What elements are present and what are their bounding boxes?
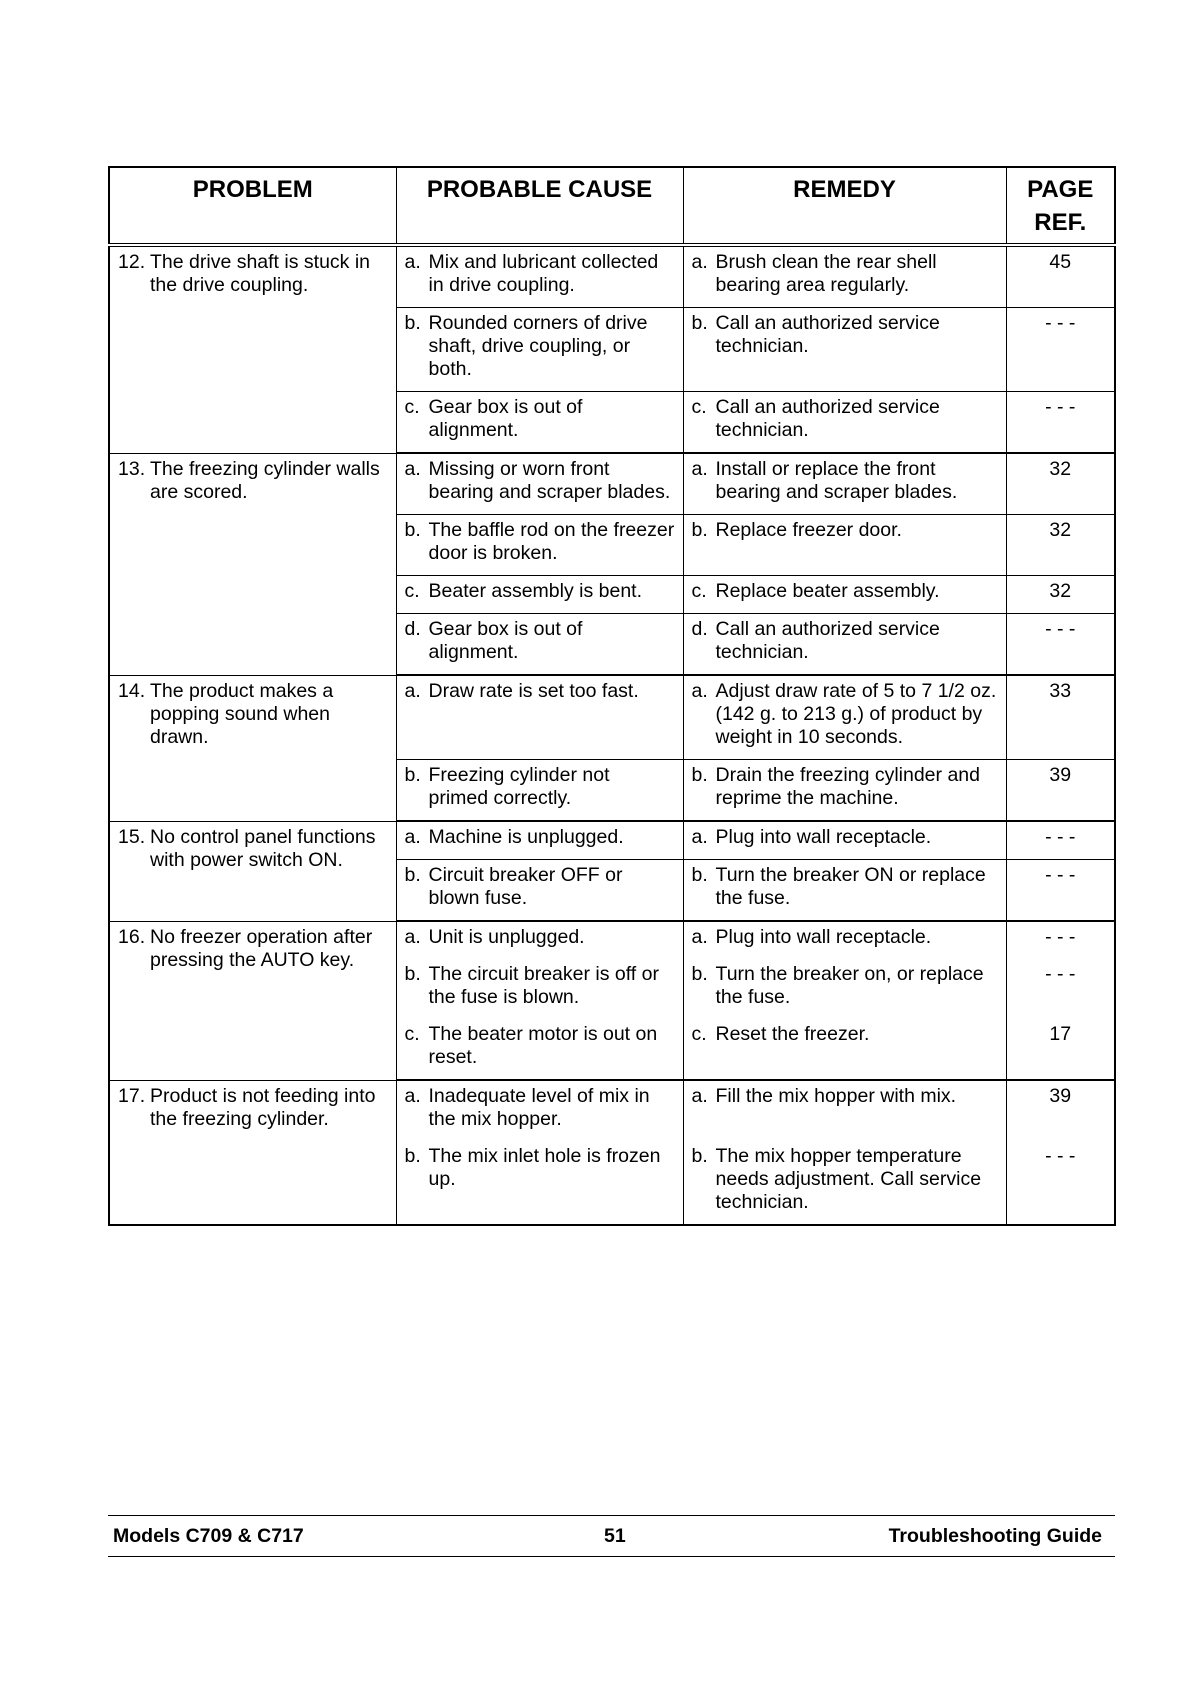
page-ref-cell: - - -	[1006, 614, 1115, 676]
remedy-item-text: Replace freezer door.	[715, 519, 902, 541]
problem-cell	[109, 245, 396, 453]
problem-cell	[109, 675, 396, 821]
remedy-item-text: Call an authorized service technician.	[715, 312, 940, 357]
cause-cell	[396, 860, 683, 922]
remedy-cell	[683, 1141, 1006, 1225]
remedy-item	[692, 1023, 998, 1046]
cause-item	[405, 396, 675, 442]
remedy-item-text: Fill the mix hopper with mix.	[715, 1085, 957, 1107]
remedy-item	[692, 826, 998, 849]
table-row	[109, 245, 1115, 308]
remedy-item-text: Call an authorized service technician.	[715, 618, 940, 663]
page-ref-cell: 45	[1006, 245, 1115, 308]
cause-item	[405, 519, 675, 565]
problem-item-text: No freezer operation after pressing the AUTO key.	[150, 925, 373, 971]
remedy-item-text: Reset the freezer.	[715, 1023, 870, 1045]
problem-item-label: 17.	[118, 1084, 146, 1107]
table-body	[109, 245, 1115, 1225]
page-ref-cell: 39	[1006, 1080, 1115, 1141]
page-footer	[108, 1515, 1115, 1557]
header-probable-cause: PROBABLE CAUSE	[396, 167, 683, 245]
remedy-item-label: a.	[691, 1085, 708, 1107]
remedy-item-label: a.	[691, 458, 708, 480]
remedy-item-label: b.	[691, 963, 708, 985]
problem-item	[118, 458, 388, 504]
cause-cell	[396, 576, 683, 614]
cause-item-label: c.	[404, 396, 420, 418]
page-ref-cell: - - -	[1006, 1141, 1115, 1225]
remedy-item-label: b.	[691, 519, 708, 541]
cause-item-text: Inadequate level of mix in the mix hopper.	[428, 1085, 650, 1130]
remedy-item	[692, 519, 998, 542]
cause-cell	[396, 245, 683, 308]
table-row	[109, 921, 1115, 959]
remedy-item-label: a.	[691, 251, 708, 273]
cause-cell	[396, 1141, 683, 1225]
remedy-item	[692, 764, 998, 810]
cause-item-label: c.	[404, 1023, 420, 1045]
problem-item	[118, 251, 388, 297]
problem-item-label: 14.	[118, 679, 146, 702]
cause-cell	[396, 921, 683, 959]
cause-item-label: b.	[404, 963, 421, 985]
remedy-cell	[683, 515, 1006, 576]
cause-item-text: The beater motor is out on reset.	[428, 1023, 658, 1068]
problem-item-label: 16.	[118, 925, 146, 948]
remedy-item-label: a.	[691, 826, 708, 848]
remedy-cell	[683, 959, 1006, 1019]
cause-item-text: Freezing cylinder not primed correctly.	[428, 764, 610, 809]
remedy-item-label: d.	[691, 618, 708, 640]
remedy-cell	[683, 921, 1006, 959]
cause-item-text: Rounded corners of drive shaft, drive coupling, or both.	[428, 312, 648, 380]
cause-item-text: Gear box is out of alignment.	[428, 396, 583, 441]
cause-cell	[396, 453, 683, 515]
cause-item	[405, 1085, 675, 1131]
cause-item	[405, 618, 675, 664]
page-ref-cell: - - -	[1006, 392, 1115, 454]
remedy-item-label: c.	[691, 396, 707, 418]
problem-item	[118, 826, 388, 872]
table-row	[109, 1080, 1115, 1141]
remedy-cell	[683, 1019, 1006, 1080]
remedy-cell	[683, 1080, 1006, 1141]
cause-cell	[396, 760, 683, 822]
remedy-item-text: Turn the breaker on, or replace the fuse.	[715, 963, 984, 1008]
cause-item-text: The mix inlet hole is frozen up.	[428, 1145, 661, 1190]
cause-cell	[396, 392, 683, 454]
cause-item-text: The baffle rod on the freezer door is broken.	[428, 519, 675, 564]
cause-item	[405, 312, 675, 381]
remedy-item-text: The mix hopper temperature needs adjustment. Call service technician.	[715, 1145, 982, 1213]
remedy-item-label: b.	[691, 764, 708, 786]
cause-cell	[396, 308, 683, 392]
cause-item-label: a.	[404, 1085, 421, 1107]
page-ref-cell: 33	[1006, 675, 1115, 760]
remedy-item-label: a.	[691, 680, 708, 702]
remedy-item-text: Call an authorized service technician.	[715, 396, 940, 441]
problem-item-text: The drive shaft is stuck in the drive coupling.	[150, 251, 371, 296]
page-ref-cell: 39	[1006, 760, 1115, 822]
remedy-item	[692, 580, 998, 603]
remedy-cell	[683, 821, 1006, 860]
remedy-cell	[683, 860, 1006, 922]
remedy-item-text: Turn the breaker ON or replace the fuse.	[715, 864, 986, 909]
remedy-item-text: Drain the freezing cylinder and reprime the machine.	[715, 764, 980, 809]
cause-item-text: The circuit breaker is off or the fuse is blown.	[428, 963, 659, 1008]
cause-item	[405, 458, 675, 504]
problem-item-label: 15.	[118, 825, 146, 848]
page-ref-cell: - - -	[1006, 821, 1115, 860]
cause-cell	[396, 515, 683, 576]
cause-item-text: Mix and lubricant collected in drive coupling.	[428, 251, 659, 296]
header-page-ref: PAGE REF.	[1006, 167, 1115, 245]
cause-item	[405, 1145, 675, 1191]
footer-page-number: 51	[604, 1525, 626, 1547]
remedy-item-label: a.	[691, 926, 708, 948]
remedy-item-label: b.	[691, 1145, 708, 1167]
cause-item	[405, 580, 675, 603]
remedy-item	[692, 963, 998, 1009]
remedy-cell	[683, 576, 1006, 614]
page-ref-cell: - - -	[1006, 860, 1115, 922]
remedy-item	[692, 458, 998, 504]
cause-item-label: b.	[404, 764, 421, 786]
cause-item-text: Gear box is out of alignment.	[428, 618, 583, 663]
remedy-item	[692, 864, 998, 910]
footer-section-title: Troubleshooting Guide	[888, 1525, 1102, 1547]
remedy-item	[692, 396, 998, 442]
cause-item-label: c.	[404, 580, 420, 602]
remedy-cell	[683, 392, 1006, 454]
cause-item-text: Unit is unplugged.	[428, 926, 585, 948]
problem-item-label: 12.	[118, 251, 146, 273]
remedy-item-label: c.	[691, 1023, 707, 1045]
cause-item-label: b.	[404, 1145, 421, 1167]
remedy-item	[692, 926, 998, 949]
remedy-cell	[683, 760, 1006, 822]
cause-cell	[396, 1080, 683, 1141]
cause-item-label: b.	[404, 312, 421, 334]
problem-cell	[109, 921, 396, 1080]
remedy-item	[692, 251, 998, 297]
remedy-cell	[683, 675, 1006, 760]
cause-cell	[396, 675, 683, 760]
remedy-item-text: Replace beater assembly.	[715, 580, 940, 602]
problem-cell	[109, 453, 396, 675]
cause-item	[405, 1023, 675, 1069]
table-row	[109, 675, 1115, 760]
cause-item-label: a.	[404, 680, 421, 702]
remedy-item-text: Plug into wall receptacle.	[715, 926, 932, 948]
problem-item	[118, 680, 388, 749]
problem-item-text: Product is not feeding into the freezing cylinder.	[150, 1084, 376, 1130]
cause-cell	[396, 614, 683, 676]
cause-item-text: Draw rate is set too fast.	[428, 680, 639, 702]
remedy-item	[692, 1145, 998, 1214]
page-ref-cell: - - -	[1006, 308, 1115, 392]
remedy-item-text: Brush clean the rear shell bearing area regularly.	[715, 251, 937, 296]
page-ref-cell: - - -	[1006, 921, 1115, 959]
page-ref-cell: - - -	[1006, 959, 1115, 1019]
cause-item-label: b.	[404, 864, 421, 886]
table-row	[109, 821, 1115, 860]
problem-item-text: No control panel functions with power switch ON.	[150, 825, 376, 871]
remedy-item-label: b.	[691, 312, 708, 334]
remedy-item	[692, 1085, 998, 1108]
page-ref-cell: 32	[1006, 453, 1115, 515]
remedy-item	[692, 312, 998, 358]
cause-item-text: Machine is unplugged.	[428, 826, 624, 848]
remedy-item	[692, 680, 998, 749]
cause-item	[405, 251, 675, 297]
page-ref-cell: 17	[1006, 1019, 1115, 1080]
problem-cell	[109, 1080, 396, 1225]
cause-item	[405, 764, 675, 810]
remedy-item-label: c.	[691, 580, 707, 602]
cause-cell	[396, 959, 683, 1019]
problem-item	[118, 1085, 388, 1131]
page-ref-cell: 32	[1006, 515, 1115, 576]
problem-cell	[109, 821, 396, 921]
remedy-item-label: b.	[691, 864, 708, 886]
cause-item-label: b.	[404, 519, 421, 541]
remedy-cell	[683, 245, 1006, 308]
problem-item-text: The freezing cylinder walls are scored.	[150, 457, 380, 503]
remedy-item	[692, 618, 998, 664]
table-row	[109, 453, 1115, 515]
cause-item	[405, 963, 675, 1009]
cause-item-label: a.	[404, 251, 421, 273]
cause-item	[405, 926, 675, 949]
cause-item-text: Circuit breaker OFF or blown fuse.	[428, 864, 623, 909]
cause-item-text: Missing or worn front bearing and scraper blades.	[428, 458, 671, 503]
cause-item	[405, 680, 675, 703]
problem-item-text: The product makes a popping sound when drawn.	[150, 679, 334, 748]
cause-item	[405, 826, 675, 849]
cause-item-label: a.	[404, 458, 421, 480]
remedy-cell	[683, 308, 1006, 392]
remedy-item-text: Install or replace the front bearing and scraper blades.	[715, 458, 958, 503]
cause-item-label: a.	[404, 926, 421, 948]
remedy-cell	[683, 614, 1006, 676]
cause-item-label: a.	[404, 826, 421, 848]
remedy-cell	[683, 453, 1006, 515]
cause-item-text: Beater assembly is bent.	[428, 580, 643, 602]
problem-item-label: 13.	[118, 457, 146, 480]
page-ref-cell: 32	[1006, 576, 1115, 614]
cause-cell	[396, 1019, 683, 1080]
remedy-item-text: Plug into wall receptacle.	[715, 826, 932, 848]
header-remedy: REMEDY	[683, 167, 1006, 245]
troubleshooting-table	[108, 166, 1116, 1226]
cause-cell	[396, 821, 683, 860]
cause-item	[405, 864, 675, 910]
footer-models: Models C709 & C717	[113, 1525, 304, 1547]
cause-item-label: d.	[404, 618, 421, 640]
problem-item	[118, 926, 388, 972]
header-row	[109, 167, 1115, 245]
remedy-item-text: Adjust draw rate of 5 to 7 1/2 oz. (142 g. to 213 g.) of product by weight in 10 seconds.	[715, 680, 997, 748]
header-problem: PROBLEM	[109, 167, 396, 245]
